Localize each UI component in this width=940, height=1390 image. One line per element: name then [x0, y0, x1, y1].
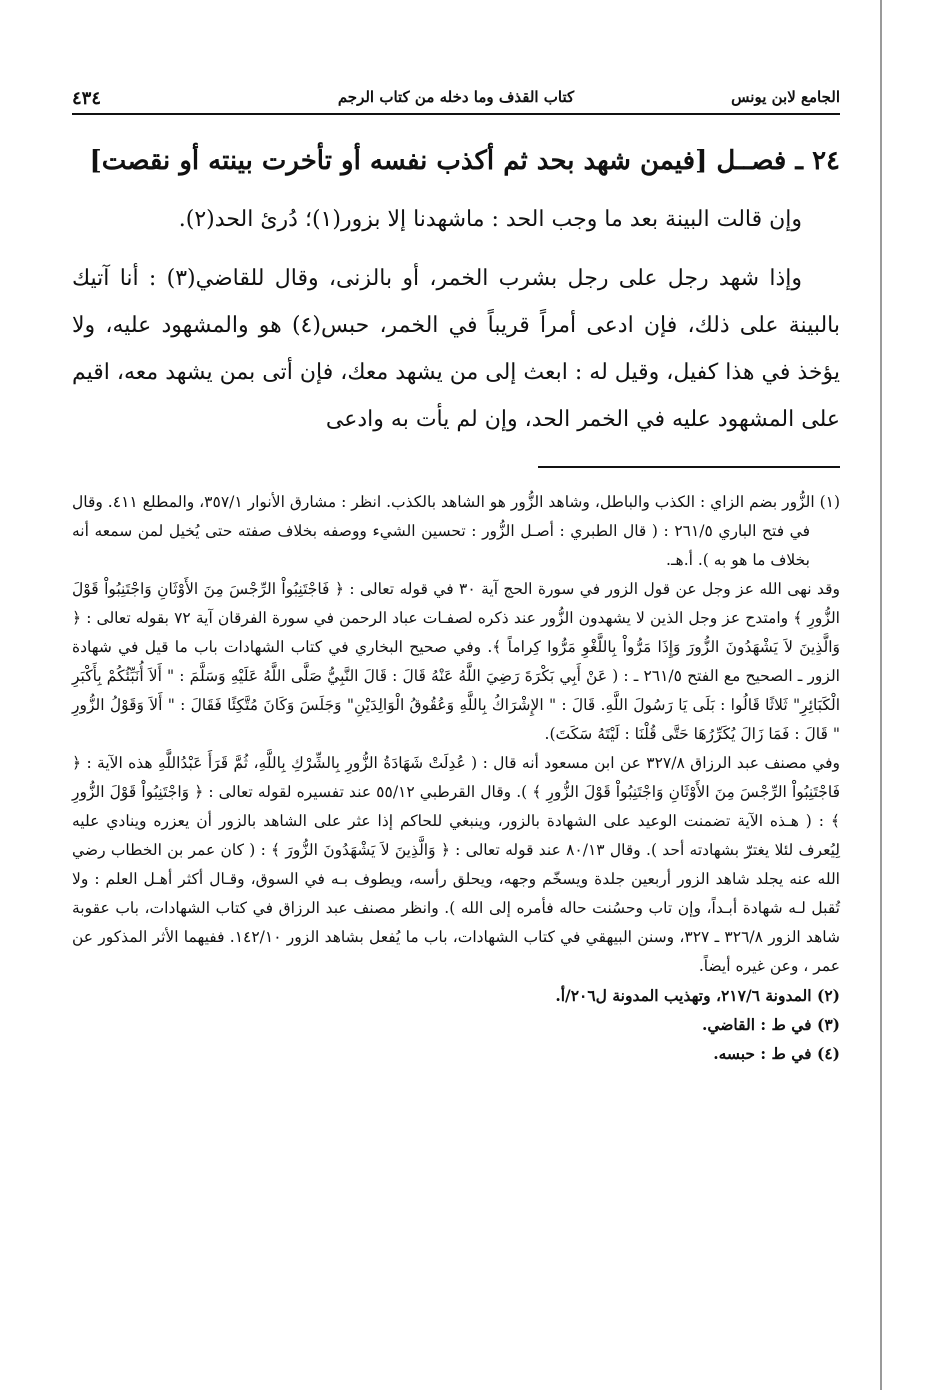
header-book-title: الجامع لابن يونس — [731, 88, 840, 106]
footnote-1-part-b: وقد نهى الله عز وجل عن قول الزور في سورة الحج آية ٣٠ في قوله تعالى : ﴿ فَاجْتَنِبُواْ الرِّجْسَ مِنَ الأَوْثَانِ وَاجْتَنِبُواْ قَوْلَ الزُّورِ ﴾ وامتدح عز وجل الذين لا يشهدون الزُّور عند ذكره لصفـات عباد الرحمن في سورة الفرقان آية ٧٢ بقوله تعالى : ﴿ وَالَّذِينَ لاَ يَشْهَدُونَ الزُّورَ وَإِذَا مَرُّواْ بِاللَّغْوِ مَرُّوا كِراماً ﴾. وفي صحيح البخاري في كتاب الشهادات باب ما قيل في شهادة الزور ـ الصحيح مع الفتح ٢٦١/٥ ـ : ( عَنْ أَبِي بَكْرَةَ رَضِيَ اللَّهُ عَنْهُ قَالَ : قَالَ النَّبِيُّ صَلَّى اللَّهُ عَلَيْهِ وَسَلَّمَ : " أَلاَ أُنَبِّئُكُمْ بِأَكْبَرِ الْكَبَائِرِ" ثَلاثًا قَالُوا : بَلَى يَا رَسُولَ اللَّهِ. قَالَ : " الإِشْرَاكُ بِاللَّهِ وَعُقُوقُ الْوَالِدَيْنِ" وَجَلَسَ وَكَانَ مُتَّكِئًا فَقَالَ : " أَلاَ وَقَوْلُ الزُّورِ " قَالَ : فَمَا زَالَ يُكَرِّرُهَا حَتَّى قُلْنَا : لَيْتَهُ سَكَتَ). — [72, 580, 840, 743]
footnotes — [72, 488, 840, 1068]
page-number: ٤٣٤ — [72, 88, 102, 109]
header-chapter-title: كتاب القذف وما دخله من كتاب الرجم — [337, 88, 575, 106]
section-title: ٢٤ ـ فصــل [فيمن شهد بحد ثم أكذب نفسه أو تأخرت بينته أو نقصت] — [89, 146, 840, 176]
page-edge-line — [880, 0, 882, 1390]
footnote-2: (٢) المدونة ٢١٧/٦، وتهذيب المدونة ل٢٠٦/أ. — [555, 986, 840, 1005]
footnote-separator — [538, 466, 840, 468]
header-rule — [72, 113, 840, 115]
main-text — [72, 196, 840, 443]
paragraph-1: وإن قالت البينة بعد ما وجب الحد : ماشهدنا إلا بزور(١)؛ دُرئ الحد(٢). — [178, 207, 802, 232]
running-header — [72, 86, 840, 112]
footnote-1-part-a: (١) الزُّور بضم الزاي : الكذب والباطل، وشاهد الزُّور هو الشاهد بالكذب. انظر : مشارق الأنوار ٣٥٧/١، والمطلع ٤١١. وقال في فتح الباري ٢٦١/٥ : ( قال الطبري : أصـل الزُّور : تحسين الشيء ووصفه بخلاف صفته حتى يُخيل لمن سمعه أنه بخلاف ما هو به ). أ.هـ. — [72, 493, 841, 569]
footnote-4: (٤) في ط : حبسه. — [713, 1044, 840, 1063]
footnote-1-part-c: وفي مصنف عبد الرزاق ٣٢٧/٨ عن ابن مسعود أنه قال : ( عُدِلَتْ شَهَادَةُ الزُّورِ بِالشِّرْكِ بِاللَّهِ، ثُمَّ قَرَأَ عَبْدُاللَّهِ هذه الآية : ﴿ فَاجْتَنِبُواْ الرِّجْسَ مِنَ الأَوْثَانِ وَاجْتَنِبُواْ قَوْلَ الزُّورِ ﴾ ). وقال القرطبي ٥٥/١٢ عند تفسيره لقوله تعالى : ﴿ وَاجْتَنِبُواْ قَوْلَ الزُّورِ ﴾ : ( هـذه الآية تضمنت الوعيد على الشهادة بالزور، وينبغي للحاكم إذا عثر على الشاهد بالزور أن يعزره وينادي عليه لِيُعرف لئلا يغترّ بشهادته أحد ). وقال ٨٠/١٣ عند قوله تعالى : ﴿ وَالَّذِينَ لاَ يَشْهَدُونَ الزُّورَ ﴾ : ( كان عمر بن الخطاب رضي الله عنه يجلد شاهد الزور أربعين جلدة ويسخّم وجهه، ويحلق رأسه، ويطوف بـه في السوق، وقـال أكثر أهـل العلم : ولا تُقبل لـه شهادة أبـداً، وإن تاب وحسُنت حاله فأمره إلى الله ). وانظر مصنف عبد الرزاق في كتاب الشهادات، باب عقوبة شاهد الزور ٣٢٦/٨ ـ ٣٢٧، وسنن البيهقي في كتاب الشهادات، باب ما يُفعل بشاهد الزور ١٤٢/١٠. ففيهما الأثر المذكور عن عمر ، وعن غيره أيضاً. — [72, 754, 841, 975]
paragraph-2: وإذا شهد رجل على رجل بشرب الخمر، أو بالزنى، وقال للقاضي(٣) : أنا آتيك بالبينة على ذلك، فإن ادعى أمراً قريباً في الخمر، حبس(٤) هو والمشهود عليه، ولا يؤخذ في هذا كفيل، وقيل له : ابعث إلى من يشهد معك، فإن أتى بمن يشهد معه، اقيم على المشهود عليه في الخمر الحد، وإن لم يأت به وادعى — [72, 266, 840, 432]
footnote-3: (٣) في ط : القاضي. — [701, 1015, 840, 1034]
